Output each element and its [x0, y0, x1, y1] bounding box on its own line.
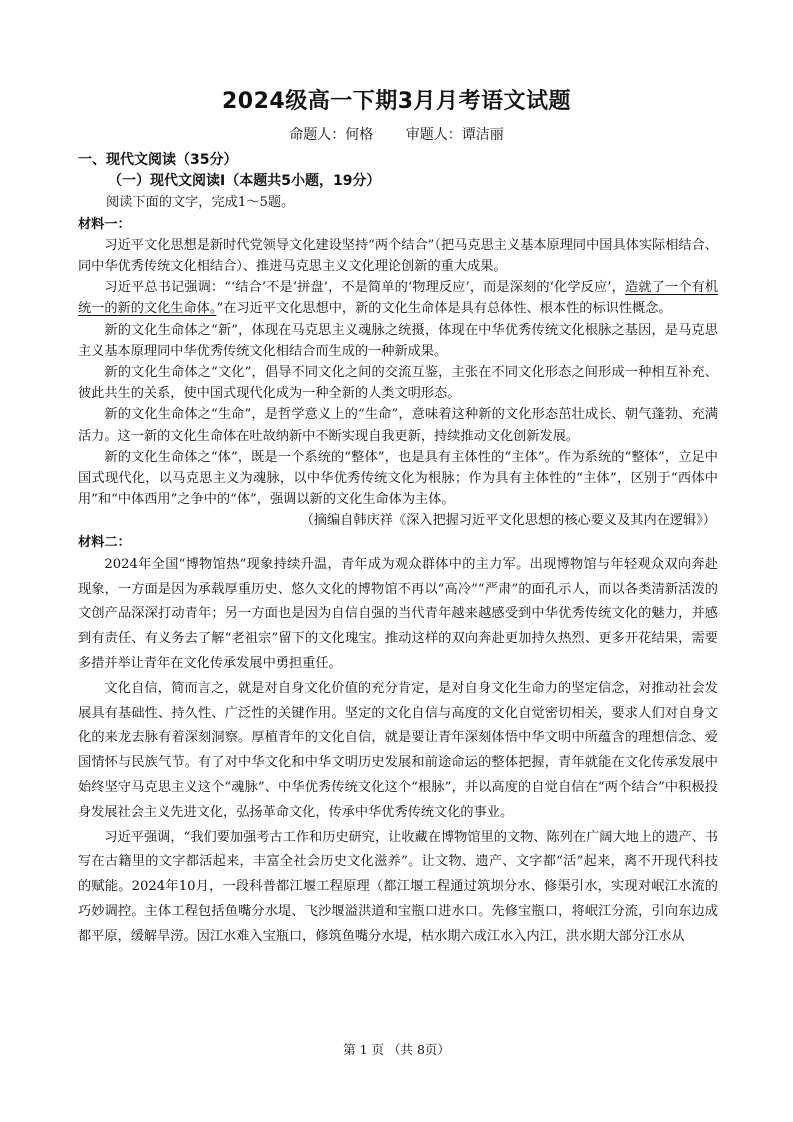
reviewer-name: 审题人：谭洁丽	[405, 127, 504, 143]
material-1-label: 材料一：	[78, 216, 131, 232]
material-1-paragraph: 新的文化生命体之“体”，既是一个系统的“整体”，也是具有主体性的“主体”。作为系统的“整体”，立足中国式现代化，以马克思主义为魂脉，以中华优秀传统文化为根脉；作为具有主体性的“主体”，区别于“西体中用”和“中体西用”之争中的“体”，强调以新的文化生命体为主体。	[78, 449, 718, 508]
page-footer: 第 1 页 （共 8页）	[343, 1042, 450, 1057]
underlined-sentence: 造就了一个有机统一的新的文化生命体。	[78, 280, 719, 317]
material-1-source: （摘编自韩庆祥《深入把握习近平文化思想的核心要义及其内在逻辑》）	[300, 513, 716, 529]
setter-name: 命题人：何格	[289, 127, 374, 143]
section-heading: 一、现代文阅读（35分）	[78, 152, 238, 168]
material-1-paragraph: 新的文化生命体之“生命”，是哲学意义上的“生命”，意味着这种新的文化形态茁壮成长、朝气蓬勃、充满活力。这一新的文化生命体在吐故纳新中不断实现自我更新，持续推动文化创新发展。	[78, 407, 718, 444]
material-1-paragraph: 习近平文化思想是新时代党领导文化建设坚持“两个结合”（把马克思主义基本原理同中国具体实际相结合、同中华优秀传统文化相结合）、推进马克思主义文化理论创新的重大成果。	[78, 237, 718, 275]
material-1-paragraph	[78, 277, 718, 319]
exam-title: 2024级高一下期3月月考语文试题	[221, 89, 572, 114]
material-1-paragraph: 新的文化生命体之“文化”，倡导不同文化之间的交流互鉴，主张在不同文化形态之间形成一种相互补充、彼此共生的关系，使中国式现代化成为一种全新的人类文明形态。	[78, 365, 718, 402]
reading-instruction: 阅读下面的文字，完成1～5题。	[106, 195, 295, 211]
subsection-heading: （一）现代文阅读Ⅰ（本题共5小题，19分）	[108, 173, 381, 190]
quote-text: 习近平总书记强调：“‘结合’不是‘拼盘’，不是简单的‘物理反应’，而是深刻的‘化学反应’，	[104, 280, 625, 296]
material-2-paragraph: 文化自信，简而言之，就是对自身文化价值的充分肯定，是对自身文化生命力的坚定信念，对推动社会发展具有基础性、持久性、广泛性的关键作用。坚定的文化自信与高度的文化自觉密切相关，要求人们对自身文化的来龙去脉有着深刻洞察。厚植青年的文化自信，就是要让青年深刻体悟中华文明中所蕴含的理想信念、爱国情怀与民族气节。有了对中华文化和中华文明历史发展和前途命运的整体把握，青年就能在文化传承发展中始终坚守马克思主义这个“魂脉”、中华优秀传统文化这个“根脉”，并以高度的自觉自信在“两个结合”中积极投身发展社会主义先进文化，弘扬革命文化，传承中华优秀传统文化的事业。	[78, 680, 718, 820]
authors-line	[0, 124, 793, 144]
exam-content	[78, 150, 718, 950]
material-2-paragraph: 习近平强调，“我们要加强考古工作和历史研究，让收藏在博物馆里的文物、陈列在广阔大地上的遗产、书写在古籍里的文字都活起来，丰富全社会历史文化滋养”。让文物、遗产、文字都“活”起来，离不开现代科技的赋能。2024年10月，一段科普都江堰工程原理（都江堰工程通过筑坝分水、修渠引水，实现对岷江水流的巧妙调控。主体工程包括鱼嘴分水堤、飞沙堰溢洪道和宝瓶口进水口。先修宝瓶口，将岷江分流，引向东边成都平原，缓解旱涝。因江水难入宝瓶口，修筑鱼嘴分水堤，枯水期六成江水入内江，洪水期大部分江水从	[78, 829, 718, 944]
material-2-paragraph: 2024年全国“博物馆热”现象持续升温，青年成为观众群体中的主力军。出现博物馆与年轻观众双向奔赴现象，一方面是因为承载厚重历史、悠久文化的博物馆不再以“高冷”“严肃”的面孔示人，而以各类清新活泼的文创产品深深打动青年；另一方面也是因为自信自强的当代青年越来越感受到中华优秀传统文化的魅力，并感到有责任、有义务去了解“老祖宗”留下的文化瑰宝。推动这样的双向奔赴更加持久热烈、更多开花结果，需要多措并举让青年在文化传承发展中勇担重任。	[78, 556, 718, 672]
quote-continuation: ”在习近平文化思想中，新的文化生命体是具有总体性、根本性的标识性概念。	[216, 301, 672, 317]
material-2-label: 材料二：	[78, 534, 131, 550]
material-1-paragraph: 新的文化生命体之“新”，体现在马克思主义魂脉之统摄，体现在中华优秀传统文化根脉之基因，是马克思主义基本原理同中华优秀传统文化相结合而生成的一种新成果。	[78, 322, 718, 359]
